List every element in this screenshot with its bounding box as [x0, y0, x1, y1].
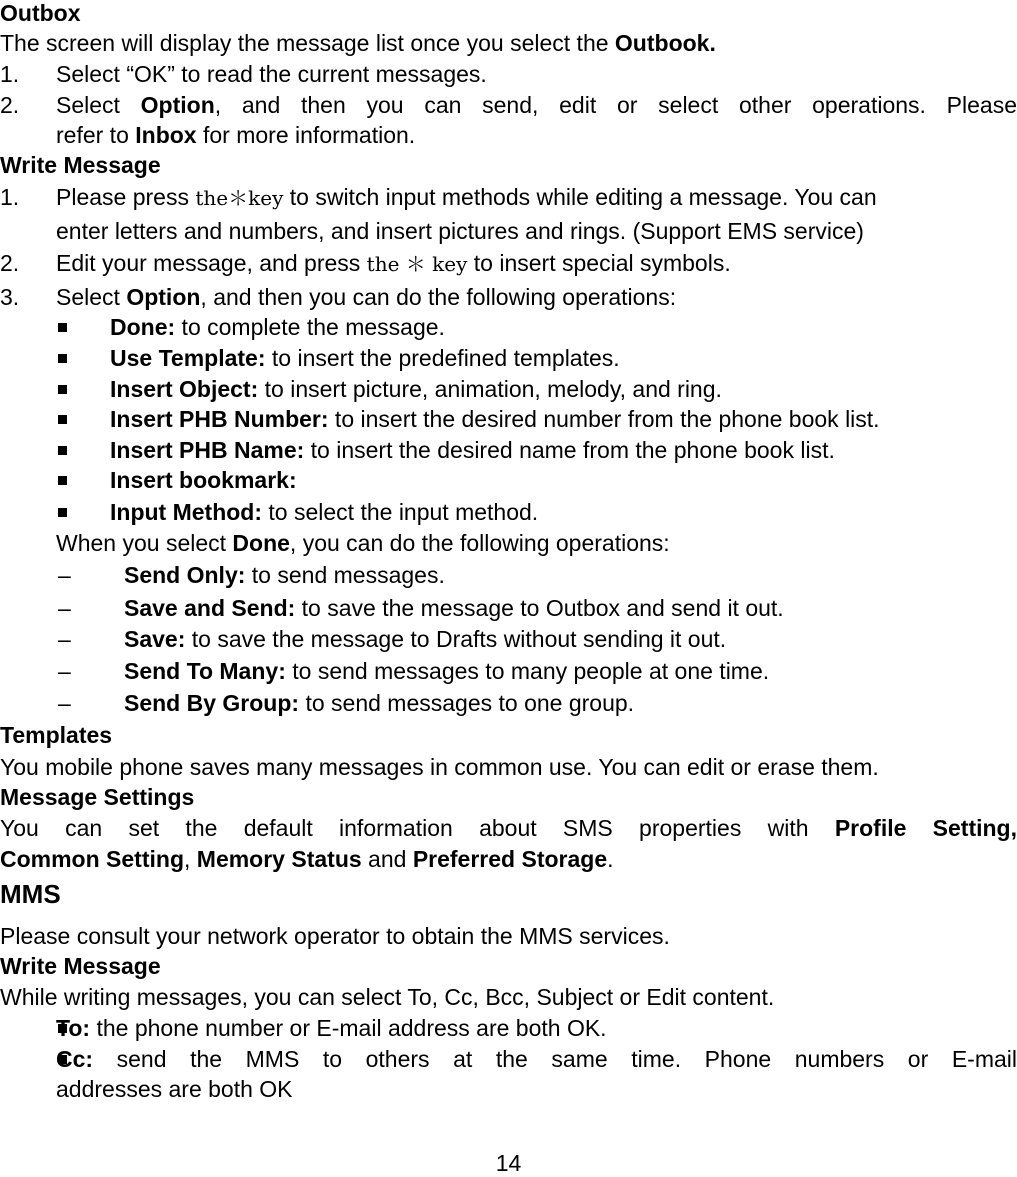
square-bullet-icon	[58, 323, 67, 332]
write-item-1-post: to switch input methods while editing a message. You can	[283, 184, 877, 210]
list-number: 1.	[0, 184, 20, 210]
outbox-intro-text: The screen will display the message list once you select the	[0, 30, 615, 56]
dash-bullet-icon: –	[58, 595, 71, 621]
outbox-item-2-line2-post: for more information.	[196, 122, 416, 148]
done-intro-post: , you can do the following operations:	[289, 530, 670, 556]
dash-bullet-icon: –	[58, 658, 71, 684]
option-label: Send By Group:	[124, 690, 300, 716]
dash-bullet-icon: –	[58, 626, 71, 652]
templates-text: You mobile phone saves many messages in common use. You can edit or erase them.	[0, 754, 879, 780]
option-text: to select the input method.	[262, 499, 539, 525]
square-bullet-icon	[58, 508, 67, 517]
write-item-2-text	[56, 250, 731, 277]
mms-write-heading: Write Message	[0, 953, 161, 979]
write-item-1-pre: Please press	[56, 184, 196, 210]
message-settings-heading: Message Settings	[0, 784, 195, 810]
write-item-1-line1	[56, 184, 877, 211]
mms-text: Please consult your network operator to obtain the MMS services.	[0, 923, 670, 949]
list-number: 1.	[0, 61, 20, 87]
option-label: Use Template:	[110, 345, 266, 371]
cc-line2: addresses are both OK	[56, 1076, 293, 1102]
common-setting-label: Common Setting	[0, 846, 184, 872]
to-label: To:	[56, 1015, 91, 1041]
option-text: to insert the predefined templates.	[265, 345, 620, 371]
write-item-3-post: , and then you can do the following operations:	[200, 284, 677, 310]
option-text: to send messages to one group.	[299, 690, 635, 716]
separator: ,	[184, 846, 197, 872]
option-label: Send Only:	[124, 562, 246, 588]
cc-line1	[56, 1046, 1017, 1072]
option-label: Done:	[110, 314, 176, 340]
outbox-item-2-line2-pre: refer to	[56, 122, 136, 148]
done-intro	[56, 530, 670, 556]
key-reference: the ＊ key	[366, 252, 468, 276]
mms-write-text: While writing messages, you can select To, Cc, Bcc, Subject or Edit content.	[0, 984, 775, 1010]
outbox-item-2-post: , and then you can send, edit or select other operations. Please	[214, 92, 1017, 118]
mms-heading: MMS	[0, 879, 61, 909]
cc-label: Cc:	[56, 1046, 94, 1072]
option-text: to save the message to Outbox and send it out.	[295, 595, 784, 621]
list-number: 2.	[0, 92, 20, 118]
outbox-item-2-line2	[56, 122, 415, 148]
option-text: to complete the message.	[175, 314, 445, 340]
message-settings-line2	[0, 846, 614, 872]
square-bullet-icon	[58, 446, 67, 455]
write-item-1-line2: enter letters and numbers, and insert pictures and rings. (Support EMS service)	[56, 218, 864, 244]
message-settings-line1-pre: You can set the default information about SMS properties with	[0, 815, 835, 841]
write-item-3-pre: Select	[56, 284, 127, 310]
message-settings-line1-bold: Profile Setting,	[834, 815, 1017, 841]
done-intro-pre: When you select	[56, 530, 233, 556]
option-text: to send messages.	[245, 562, 445, 588]
option-label: Insert Object:	[110, 376, 259, 402]
option-text: to send messages to many people at one time.	[285, 658, 770, 684]
outbox-item-2-bold: Option	[140, 92, 215, 118]
preferred-storage-label: Preferred Storage	[412, 846, 608, 872]
message-settings-line1	[0, 815, 1017, 841]
outbox-item-2-line2-bold: Inbox	[135, 122, 197, 148]
write-item-3-text	[56, 284, 676, 310]
square-bullet-icon	[58, 385, 67, 394]
write-item-2-post: to insert special symbols.	[467, 250, 731, 276]
done-intro-bold: Done	[232, 530, 290, 556]
outbox-heading: Outbox	[0, 0, 81, 26]
dash-bullet-icon: –	[58, 562, 71, 588]
list-number: 3.	[0, 284, 20, 310]
option-label: Insert PHB Name:	[110, 437, 305, 463]
option-label: Save and Send:	[124, 595, 296, 621]
to-text: the phone number or E-mail address are both OK.	[90, 1015, 607, 1041]
option-label: Save:	[124, 626, 186, 652]
dash-bullet-icon: –	[58, 690, 71, 716]
period: .	[607, 846, 614, 872]
outbox-item-1-text: Select “OK” to read the current messages.	[56, 61, 487, 87]
option-text: to insert picture, animation, melody, and ring.	[258, 376, 722, 402]
outbox-item-2-line1	[56, 92, 1017, 118]
option-text: to save the message to Drafts without sending it out.	[185, 626, 727, 652]
write-item-2-pre: Edit your message, and press	[56, 250, 367, 276]
square-bullet-icon	[58, 476, 67, 485]
option-label: Insert bookmark:	[110, 467, 297, 493]
option-label: Input Method:	[110, 499, 263, 525]
list-number: 2.	[0, 250, 20, 276]
templates-heading: Templates	[0, 722, 113, 748]
write-item-3-bold: Option	[126, 284, 201, 310]
option-label: Send To Many:	[124, 658, 286, 684]
write-message-heading: Write Message	[0, 152, 161, 178]
memory-status-label: Memory Status	[196, 846, 362, 872]
key-reference: the＊key	[195, 186, 284, 210]
square-bullet-icon	[58, 354, 67, 363]
square-bullet-icon	[58, 415, 67, 424]
option-text: to insert the desired number from the phone book list.	[328, 406, 880, 432]
outbox-intro-bold: Outbook.	[614, 30, 716, 56]
outbox-intro	[0, 30, 716, 56]
cc-text: send the MMS to others at the same time. Phone numbers or E-mail	[93, 1046, 1017, 1072]
option-label: Insert PHB Number:	[110, 406, 329, 432]
option-text: to insert the desired name from the phone book list.	[304, 437, 835, 463]
separator: and	[361, 846, 413, 872]
page-number: 14	[495, 1150, 522, 1176]
outbox-item-2-pre: Select	[56, 92, 141, 118]
